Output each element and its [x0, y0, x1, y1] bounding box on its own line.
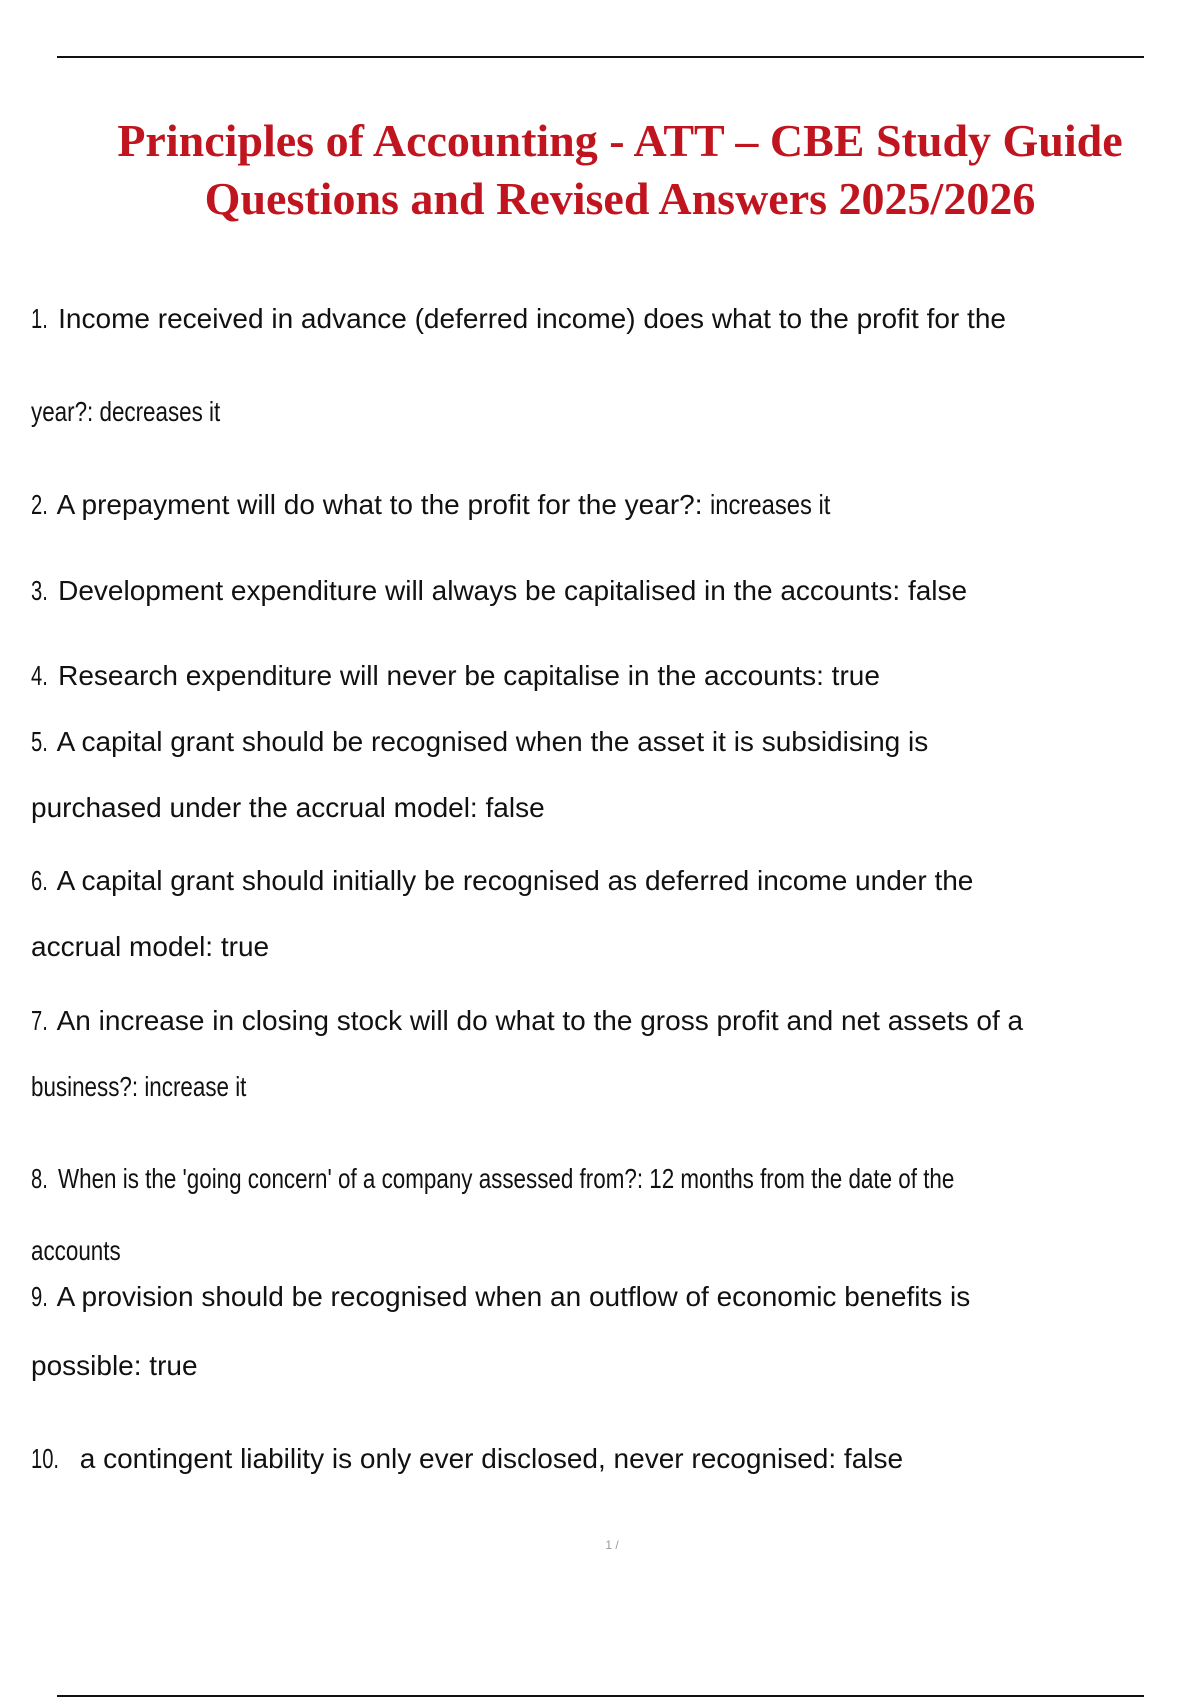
question-number: 5.	[31, 726, 48, 757]
question-number: 8.	[31, 1163, 48, 1194]
question-number: 2.	[31, 489, 48, 520]
question-number: 10.	[31, 1443, 60, 1474]
question-number: 6.	[31, 865, 48, 896]
question-text: Income received in advance (deferred income) does what to the profit for the	[58, 303, 1006, 334]
question-text: When is the 'going concern' of a company assessed from?: 12 months from the date of the	[58, 1163, 955, 1194]
document-title	[40, 112, 1200, 228]
question-number: 4.	[31, 660, 48, 691]
question-number: 9.	[31, 1281, 48, 1312]
question-text: Development expenditure will always be capitalised in the accounts: false	[58, 575, 968, 606]
question-number: 7.	[31, 1005, 48, 1036]
question-number: 3.	[31, 575, 48, 606]
question-2	[31, 489, 1166, 521]
question-text: An increase in closing stock will do what to the gross profit and net assets of a	[56, 1005, 1024, 1036]
question-9	[31, 1281, 1166, 1313]
question-text: A prepayment will do what to the profit for the year?:	[56, 489, 711, 520]
question-text: a contingent liability is only ever disclosed, never recognised: false	[79, 1443, 904, 1474]
question-7	[31, 1005, 1166, 1037]
question-10	[31, 1443, 1166, 1475]
title-line-2: Questions and Revised Answers 2025/2026	[204, 173, 1036, 224]
question-5-answer: purchased under the accrual model: false	[31, 792, 545, 823]
question-text: A provision should be recognised when an outflow of economic benefits is	[56, 1281, 971, 1312]
question-1	[31, 303, 1166, 335]
question-8-answer: accounts	[31, 1235, 121, 1266]
page-number: 1 /	[605, 1538, 619, 1552]
question-4	[31, 660, 1166, 692]
question-3	[31, 575, 1166, 607]
top-rule	[57, 56, 1144, 58]
question-7-answer: business?: increase it	[31, 1071, 247, 1102]
question-answer: increases it	[710, 489, 831, 520]
question-6	[31, 865, 1166, 897]
question-text: A capital grant should initially be recognised as deferred income under the	[56, 865, 974, 896]
question-6-answer: accrual model: true	[31, 931, 270, 962]
bottom-rule	[57, 1695, 1144, 1697]
question-8	[31, 1163, 1166, 1195]
question-text: Research expenditure will never be capitalise in the accounts: true	[58, 660, 880, 691]
question-text: A capital grant should be recognised when the asset it is subsidising is	[56, 726, 929, 757]
question-9-answer: possible: true	[31, 1350, 198, 1381]
question-number: 1.	[31, 303, 48, 334]
title-line-1: Principles of Accounting - ATT – CBE Study Guide	[117, 115, 1123, 166]
question-1-answer: year?: decreases it	[31, 396, 221, 427]
question-5	[31, 726, 1166, 758]
